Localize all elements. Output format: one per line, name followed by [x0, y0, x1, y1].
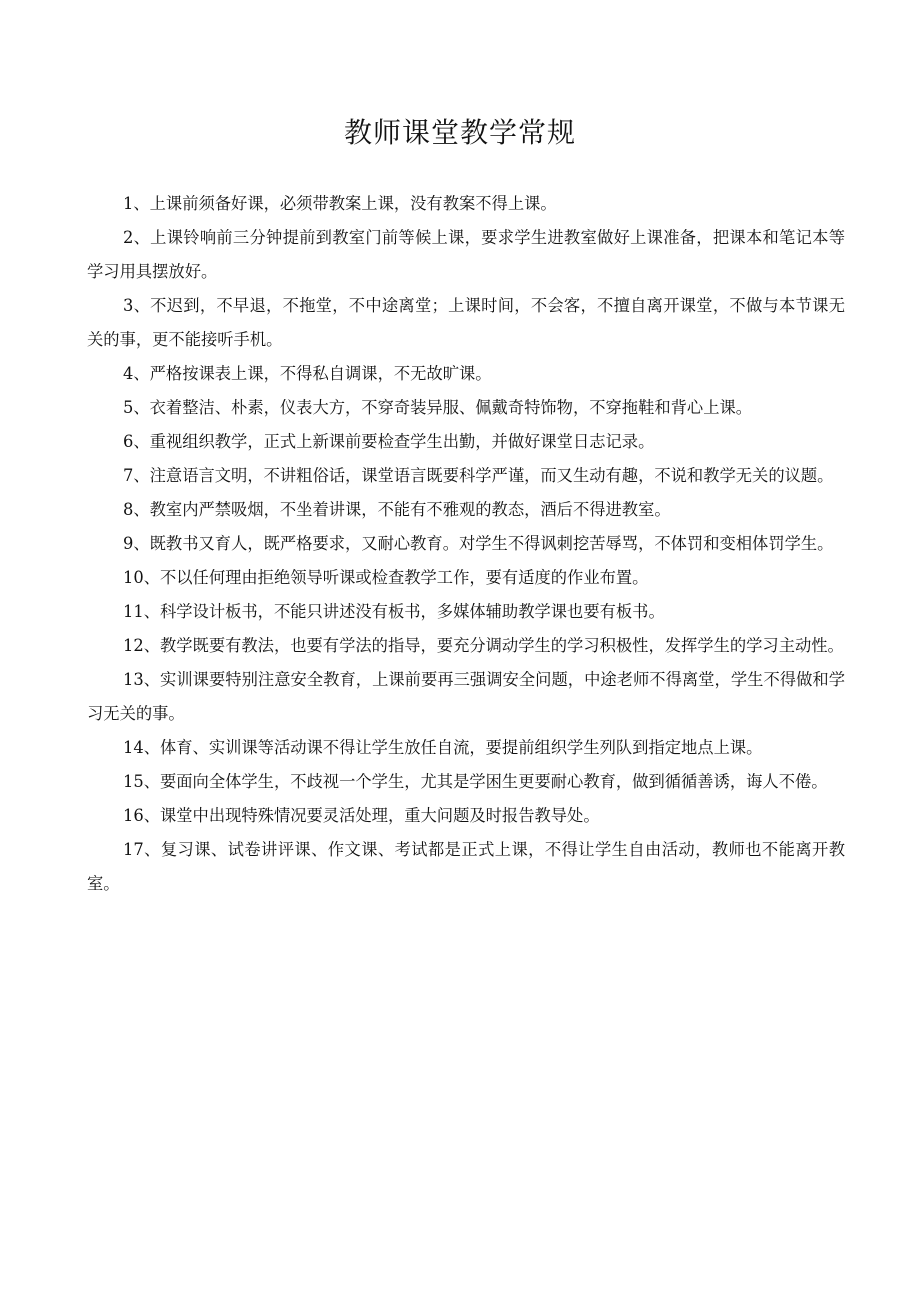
rule-item: 7、注意语言文明，不讲粗俗话，课堂语言既要科学严谨，而又生动有趣，不说和教学无关的议题。 — [123, 466, 834, 485]
rule-item: 3、不迟到，不早退，不拖堂，不中途离堂；上课时间，不会客，不擅自离开课堂，不做与本节课无关的事，更不能接听手机。 — [87, 296, 845, 349]
rule-item: 10、不以任何理由拒绝领导听课或检查教学工作，要有适度的作业布置。 — [123, 568, 649, 587]
rule-item: 15、要面向全体学生，不歧视一个学生，尤其是学困生更要耐心教育，做到循循善诱，诲人不倦。 — [123, 772, 828, 791]
rule-item: 11、科学设计板书，不能只讲述没有板书，多媒体辅助教学课也要有板书。 — [123, 602, 665, 621]
rule-item: 2、上课铃响前三分钟提前到教室门前等候上课，要求学生进教室做好上课准备，把课本和笔记本等学习用具摆放好。 — [87, 228, 845, 281]
rule-item: 14、体育、实训课等活动课不得让学生放任自流，要提前组织学生列队到指定地点上课。 — [123, 738, 763, 757]
document-title: 教师课堂教学常规 — [343, 115, 576, 149]
rule-item: 1、上课前须备好课，必须带教案上课，没有教案不得上课。 — [123, 194, 557, 213]
rule-item: 8、教室内严禁吸烟，不坐着讲课，不能有不雅观的教态，酒后不得进教室。 — [123, 500, 671, 519]
rules-list — [87, 187, 845, 901]
rule-item: 6、重视组织教学，正式上新课前要检查学生出勤，并做好课堂日志记录。 — [123, 432, 655, 451]
rule-item: 13、实训课要特别注意安全教育，上课前要再三强调安全问题，中途老师不得离堂，学生不得做和学习无关的事。 — [87, 670, 845, 723]
rule-item: 17、复习课、试卷讲评课、作文课、考试都是正式上课，不得让学生自由活动，教师也不能离开教室。 — [87, 840, 845, 893]
rule-item: 9、既教书又育人，既严格要求，又耐心教育。对学生不得讽刺挖苦辱骂，不体罚和变相体罚学生。 — [123, 534, 834, 553]
rule-item: 16、课堂中出现特殊情况要灵活处理，重大问题及时报告教导处。 — [123, 806, 600, 825]
rule-item: 4、严格按课表上课，不得私自调课，不无故旷课。 — [123, 364, 492, 383]
rule-item: 12、教学既要有教法，也要有学法的指导，要充分调动学生的学习积极性，发挥学生的学习主动性。 — [123, 636, 844, 655]
rule-item: 5、衣着整洁、朴素，仪表大方，不穿奇装异服、佩戴奇特饰物，不穿拖鞋和背心上课。 — [123, 398, 753, 417]
